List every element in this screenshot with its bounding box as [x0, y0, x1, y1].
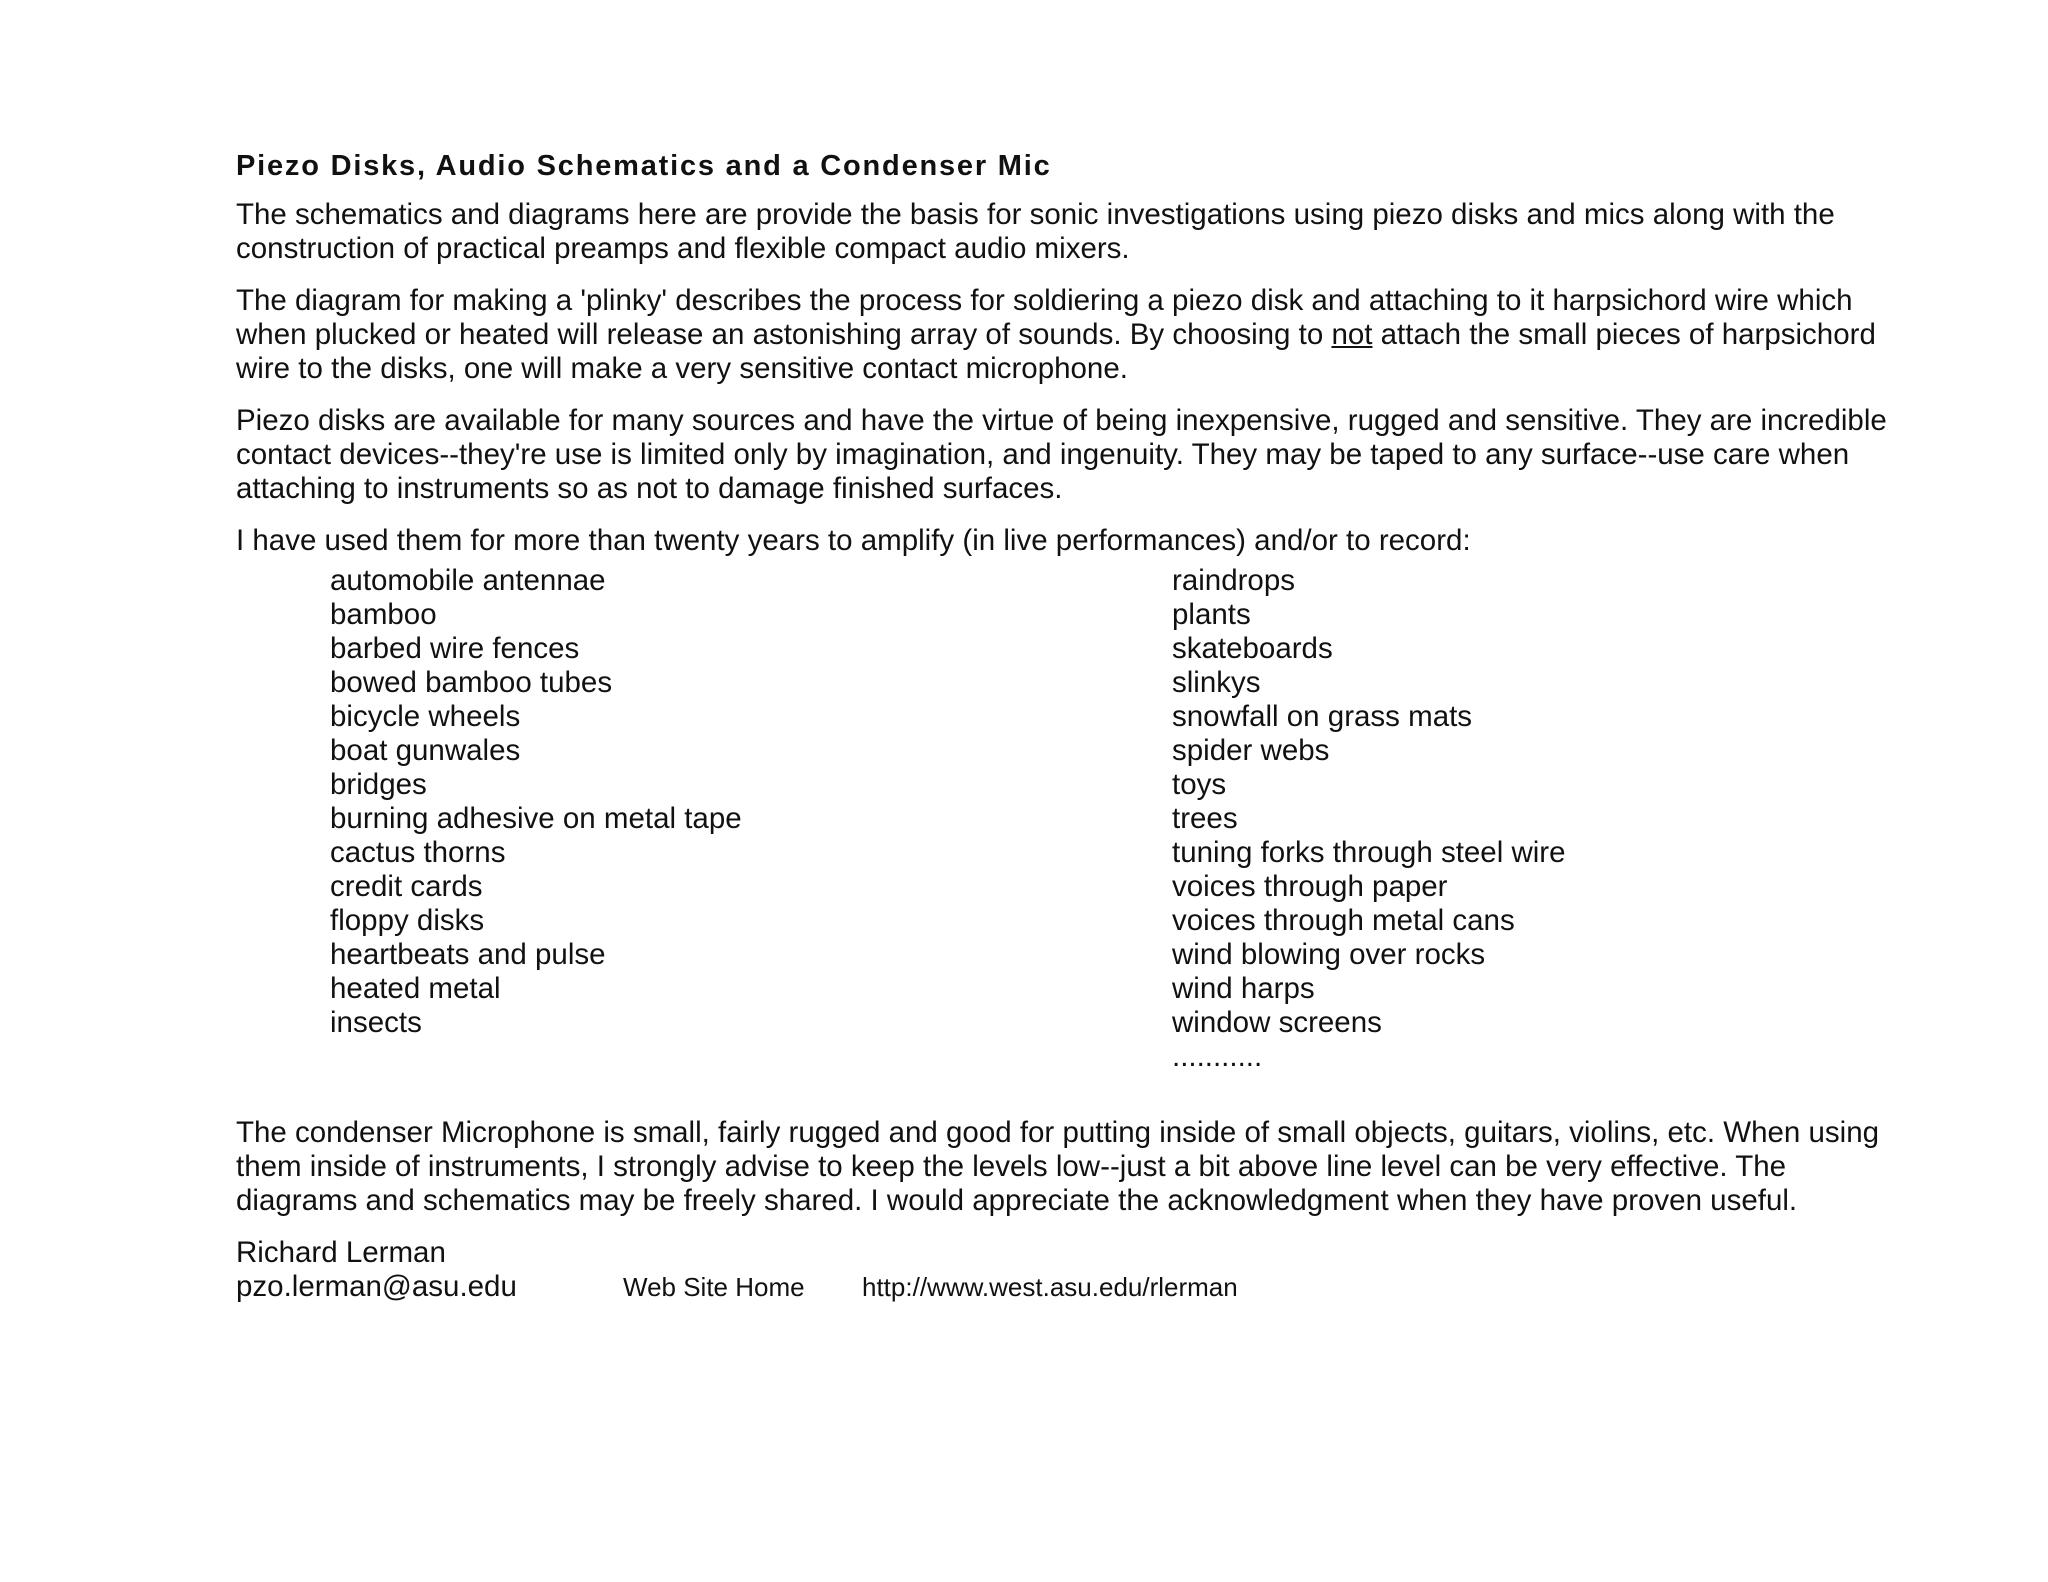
- author-name: Richard Lerman: [236, 1236, 446, 1269]
- document-page: [236, 146, 1896, 1304]
- sources-right-item: snowfall on grass mats: [1172, 700, 1473, 733]
- sources-right-item: raindrops: [1172, 564, 1295, 597]
- sources-left-item: heated metal: [330, 972, 501, 1005]
- piezo-paragraph: Piezo disks are available for many sources and have the virtue of being inexpensive, rugged and sensitive. They are incredible contact devices--they're use is limited only by imagination, and ingenuity. They may be taped to any surface--use care when attaching to instruments so as not to damage finished surfaces.: [236, 404, 1887, 505]
- plinky-text-after: attach the small pieces of harpsichord wire to the disks, one will make a very sensitive contact microphone.: [236, 318, 1876, 385]
- sources-left-item: credit cards: [330, 870, 483, 903]
- sources-left-item: insects: [330, 1006, 422, 1039]
- plinky-text-before: The diagram for making a 'plinky' describes the process for soldiering a piezo disk and attaching to it harpsichord wire which when plucked or heated will release an astonishing array of sounds. By choosing to: [236, 284, 1853, 351]
- sources-right-item: voices through metal cans: [1172, 904, 1515, 937]
- plinky-paragraph: [236, 284, 1896, 386]
- sources-list-right: [1172, 564, 1566, 1074]
- sources-right-item: slinkys: [1172, 666, 1261, 699]
- sources-right-item: trees: [1172, 802, 1238, 835]
- signature-block: [236, 1236, 1896, 1304]
- sources-right-item: wind harps: [1172, 972, 1315, 1005]
- sources-right-item: wind blowing over rocks: [1172, 938, 1486, 971]
- sources-left-item: barbed wire fences: [330, 632, 580, 665]
- usage-intro-paragraph: I have used them for more than twenty years to amplify (in live performances) and/or to record:: [236, 524, 1471, 557]
- page-title: Piezo Disks, Audio Schematics and a Condenser Mic: [236, 150, 1052, 182]
- sources-list-left: [330, 564, 742, 1040]
- intro-paragraph: The schematics and diagrams here are provide the basis for sonic investigations using piezo disks and mics along with the construction of practical preamps and flexible compact audio mixers.: [236, 198, 1835, 265]
- sources-left-item: bowed bamboo tubes: [330, 666, 613, 699]
- sources-left-item: heartbeats and pulse: [330, 938, 606, 971]
- sources-right-item: spider webs: [1172, 734, 1330, 767]
- sources-right-item: toys: [1172, 768, 1227, 801]
- sources-right-item: ...........: [1172, 1040, 1263, 1073]
- sources-left-item: boat gunwales: [330, 734, 521, 767]
- condenser-paragraph: The condenser Microphone is small, fairly rugged and good for putting inside of small objects, guitars, violins, etc. When using them inside of instruments, I strongly advise to keep the levels low--just a bit above line level can be very effective. The diagrams and schematics may be freely shared. I would appreciate the acknowledgment when they have proven useful.: [236, 1116, 1880, 1217]
- sources-right-item: window screens: [1172, 1006, 1382, 1039]
- sources-right-item: tuning forks through steel wire: [1172, 836, 1566, 869]
- underlined-not: not: [1331, 318, 1373, 351]
- sources-list: [236, 564, 1896, 1098]
- sources-left-item: burning adhesive on metal tape: [330, 802, 742, 835]
- sources-left-item: cactus thorns: [330, 836, 506, 869]
- sources-right-item: voices through paper: [1172, 870, 1448, 903]
- sources-left-item: bamboo: [330, 598, 437, 631]
- sources-right-item: plants: [1172, 598, 1251, 631]
- web-site-home-link[interactable]: Web Site Home: [623, 1272, 805, 1302]
- author-email[interactable]: pzo.lerman@asu.edu: [236, 1270, 517, 1303]
- sources-left-item: bridges: [330, 768, 427, 801]
- sources-right-item: skateboards: [1172, 632, 1333, 665]
- sources-left-item: automobile antennae: [330, 564, 606, 597]
- web-site-url-link[interactable]: http://www.west.asu.edu/rlerman: [862, 1272, 1238, 1302]
- sources-left-item: floppy disks: [330, 904, 485, 937]
- sources-left-item: bicycle wheels: [330, 700, 521, 733]
- contact-row: [236, 1270, 1896, 1304]
